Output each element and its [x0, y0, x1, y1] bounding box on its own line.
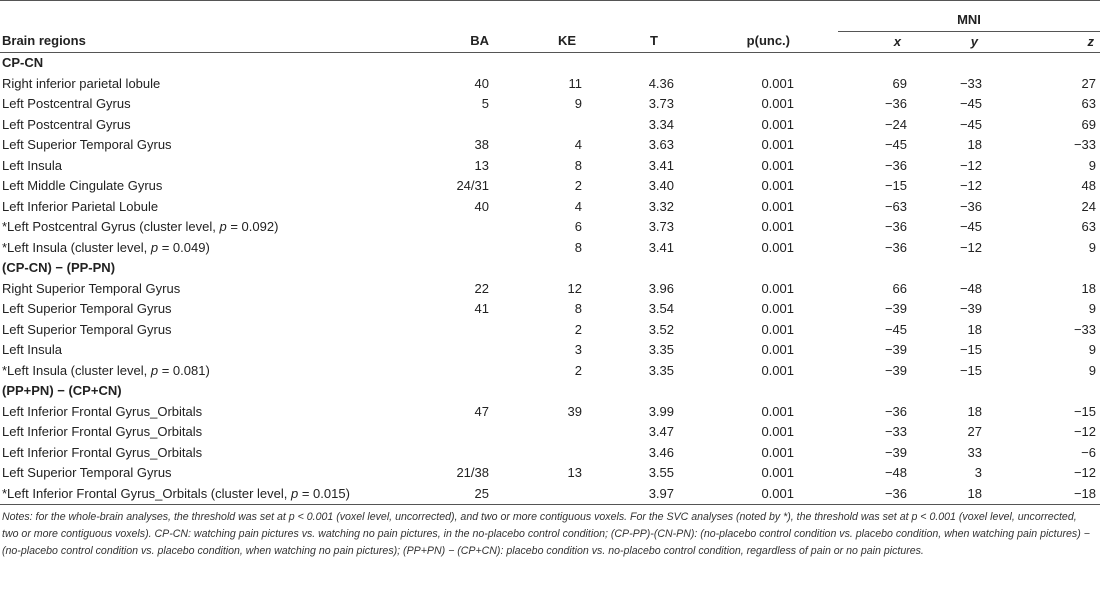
cell-t: 3.41 — [648, 157, 674, 173]
table-row — [0, 299, 1100, 320]
cell-t: 3.73 — [648, 96, 674, 111]
cell-ba: 41 — [474, 301, 489, 316]
cell-brain-region — [0, 135, 440, 156]
cell-ba — [440, 115, 505, 136]
cell-x: −36 — [884, 219, 907, 234]
cell-x: −36 — [884, 96, 907, 111]
cell-y: −45 — [959, 116, 982, 132]
cell-ba — [440, 340, 505, 361]
cell-z: 9 — [1088, 239, 1096, 255]
cell-z: 9 — [1088, 301, 1096, 316]
cell-z: −12 — [1073, 424, 1096, 439]
cell-ke: 11 — [568, 75, 582, 91]
cell-ke: 9 — [574, 96, 582, 111]
table-row — [0, 340, 1100, 361]
cell-p: 0.001 — [761, 75, 794, 91]
cell-brain-region — [0, 402, 440, 423]
cell-z: 24 — [1081, 198, 1096, 214]
cell-brain-region — [0, 197, 440, 218]
cell-t: 3.73 — [648, 219, 674, 234]
cell-ba — [440, 217, 505, 238]
cell-p: 0.001 — [761, 239, 794, 255]
region-text: Left Postcentral Gyrus — [2, 116, 131, 132]
cell-y: −48 — [959, 280, 982, 296]
region-text: *Left Insula (cluster level, — [2, 362, 151, 378]
region-text: Left Insula — [2, 342, 62, 357]
region-text: Left Inferior Frontal Gyrus_Orbitals — [2, 403, 203, 419]
cell-t: 3.52 — [648, 321, 674, 337]
cell-t: 3.96 — [648, 280, 674, 296]
cell-y: −12 — [959, 239, 982, 255]
region-text: Left Superior Temporal Gyrus — [2, 465, 172, 480]
cell-brain-region — [0, 238, 440, 259]
cell-t: 3.40 — [648, 178, 674, 193]
region-p-symbol: p — [219, 219, 227, 234]
cell-p: 0.001 — [761, 424, 794, 439]
cell-x: −15 — [884, 178, 907, 193]
header-ba: BA — [440, 31, 505, 53]
cell-y: −36 — [959, 198, 982, 214]
region-text: *Left Inferior Frontal Gyrus_Orbitals (cluster level, — [2, 485, 291, 501]
cell-brain-region — [0, 217, 440, 238]
region-text-suffix: = 0.092) — [226, 219, 279, 234]
cell-t: 3.35 — [648, 342, 674, 357]
cell-x: −24 — [884, 116, 907, 132]
mni-header: MNI — [838, 10, 1100, 31]
cell-ke: 39 — [567, 403, 582, 419]
cell-brain-region — [0, 156, 440, 177]
header-x: x — [838, 31, 909, 53]
cell-brain-region — [0, 279, 440, 300]
cell-y: −39 — [959, 301, 982, 316]
table-row — [0, 94, 1100, 115]
cell-ke: 8 — [574, 301, 582, 316]
cell-p: 0.001 — [688, 484, 838, 505]
table-row — [0, 443, 1100, 464]
cell-brain-region — [0, 463, 440, 484]
cell-ba: 40 — [474, 198, 489, 214]
cell-x: −39 — [884, 444, 907, 460]
cell-y: −33 — [959, 75, 982, 91]
region-p-symbol: p — [150, 239, 159, 255]
cell-ba: 38 — [474, 137, 489, 152]
cell-p: 0.001 — [761, 178, 794, 193]
table-row — [0, 320, 1100, 341]
table-row — [0, 361, 1100, 382]
cell-z: −18 — [1002, 484, 1100, 505]
cell-t: 3.32 — [648, 198, 674, 214]
cell-ke: 13 — [567, 465, 582, 480]
cell-brain-region — [0, 94, 440, 115]
cell-ba: 5 — [481, 96, 489, 111]
cell-p: 0.001 — [761, 362, 794, 378]
table-row — [0, 135, 1100, 156]
cell-z: −6 — [1081, 444, 1096, 460]
cell-t: 3.46 — [648, 444, 674, 460]
cell-p: 0.001 — [761, 301, 794, 316]
region-text: Right Superior Temporal Gyrus — [2, 280, 181, 296]
cell-x: −39 — [884, 342, 907, 357]
cell-t: 3.35 — [648, 362, 674, 378]
cell-p: 0.001 — [761, 342, 794, 357]
region-text: Left Postcentral Gyrus — [2, 96, 131, 111]
cell-y: −12 — [959, 178, 982, 193]
cell-z: −15 — [1073, 403, 1096, 419]
cell-brain-region — [0, 443, 440, 464]
region-text-suffix: = 0.015) — [298, 485, 350, 501]
cell-z: 63 — [1081, 96, 1096, 111]
region-text: *Left Postcentral Gyrus (cluster level, — [2, 219, 220, 234]
cell-ke — [505, 115, 598, 136]
column-header-row — [0, 31, 1100, 53]
table-row — [0, 176, 1100, 197]
cell-brain-region — [0, 361, 440, 382]
cell-t: 3.41 — [648, 239, 674, 255]
cell-y: 27 — [967, 424, 982, 439]
cell-ke: 6 — [574, 219, 582, 234]
table-row — [0, 238, 1100, 259]
cell-brain-region — [0, 299, 440, 320]
cell-p: 0.001 — [761, 96, 794, 111]
cell-z: 18 — [1081, 280, 1096, 296]
cell-brain-region — [0, 74, 440, 95]
region-p-symbol: p — [291, 485, 299, 501]
section-title: (PP+PN) − (CP+CN) — [2, 383, 122, 398]
region-text: Left Superior Temporal Gyrus — [2, 321, 172, 337]
cell-x: −45 — [884, 321, 907, 337]
cell-ke: 4 — [574, 198, 582, 214]
cell-x: −39 — [884, 362, 907, 378]
table-row — [0, 463, 1100, 484]
region-p-symbol: p — [150, 362, 159, 378]
cell-y: 18 — [967, 137, 982, 152]
region-text: Left Middle Cingulate Gyrus — [2, 178, 163, 193]
cell-ba — [440, 443, 505, 464]
cell-x: −33 — [884, 424, 907, 439]
cell-x: 69 — [892, 75, 907, 91]
cell-x: 66 — [892, 280, 907, 296]
region-text: Left Superior Temporal Gyrus — [2, 301, 172, 316]
cell-ba: 47 — [474, 403, 489, 419]
cell-ke: 4 — [574, 137, 582, 152]
table-row — [0, 422, 1100, 443]
cell-ba: 24/31 — [456, 178, 489, 193]
cell-y: −45 — [959, 96, 982, 111]
region-text: Left Inferior Frontal Gyrus_Orbitals — [2, 424, 203, 439]
cell-ba: 40 — [474, 75, 489, 91]
cell-ke: 8 — [574, 157, 582, 173]
header-p-unc: p(unc.) — [688, 31, 838, 53]
cell-brain-region — [0, 484, 440, 505]
cell-brain-region — [0, 320, 440, 341]
cell-y: 33 — [967, 444, 982, 460]
header-ke: KE — [505, 31, 598, 53]
region-text: Left Inferior Parietal Lobule — [2, 198, 159, 214]
cell-ba — [440, 320, 505, 341]
section-header-row — [0, 381, 1100, 402]
cell-ke: 3 — [574, 342, 582, 357]
section-title: (CP-CN) − (PP-PN) — [2, 260, 116, 275]
table-row — [0, 115, 1100, 136]
region-text: Left Insula — [2, 157, 62, 173]
cell-p: 0.001 — [761, 465, 794, 480]
region-text: Left Superior Temporal Gyrus — [2, 137, 172, 152]
cell-ba: 25 — [440, 484, 505, 505]
cell-x: −45 — [884, 137, 907, 152]
cell-ba — [440, 422, 505, 443]
section-header-row — [0, 53, 1100, 74]
section-header-row — [0, 258, 1100, 279]
cell-x: −36 — [884, 403, 907, 419]
region-text-suffix: = 0.081) — [158, 362, 210, 378]
cell-y: 18 — [967, 321, 982, 337]
cell-x: −36 — [838, 484, 909, 505]
table-row — [0, 217, 1100, 238]
cell-t: 3.63 — [648, 137, 674, 152]
cell-z: 69 — [1081, 116, 1096, 132]
cell-y: −15 — [959, 342, 982, 357]
cell-p: 0.001 — [761, 116, 794, 132]
cell-p: 0.001 — [761, 403, 794, 419]
cell-brain-region — [0, 115, 440, 136]
top-rule — [0, 1, 1100, 11]
header-brain-regions: Brain regions — [0, 31, 440, 53]
cell-t: 4.36 — [648, 75, 674, 91]
cell-ke: 2 — [574, 321, 582, 337]
table-row — [0, 484, 1100, 505]
cell-y: 3 — [974, 465, 982, 480]
cell-ke: 12 — [567, 280, 582, 296]
mni-header-row — [0, 10, 1100, 31]
table-notes: Notes: for the whole-brain analyses, the threshold was set at p < 0.001 (voxel level, uncorrected), and two or more contiguous voxels. For the SVC analyses (noted by *), the threshold was set at p < 0.001 (voxel level, uncorrected, two or more contiguous voxels). CP-CN: watching pain pictures vs. watching no pain pictures, in the no-placebo control condition; (CP-PP)-(CN-PN): (no-placebo control condition vs. placebo condition, when watching pain pictures) − (no-placebo control condition vs. placebo condition, when watching no pain pictures); (PP+PN) − (CP+CN): placebo condition vs. no-placebo control condition, regardless of pain or no pain pictures. — [2, 511, 1090, 557]
region-text-suffix: = 0.049) — [158, 239, 210, 255]
cell-p: 0.001 — [761, 157, 794, 173]
cell-x: −39 — [884, 301, 907, 316]
cell-ba: 21/38 — [456, 465, 489, 480]
cell-t: 3.55 — [648, 465, 674, 480]
region-text: *Left Insula (cluster level, — [2, 239, 151, 255]
cell-p: 0.001 — [761, 219, 794, 234]
cell-y: 18 — [909, 484, 1002, 505]
cell-z: −33 — [1073, 321, 1096, 337]
cell-ke — [505, 484, 598, 505]
cell-brain-region — [0, 176, 440, 197]
table-row — [0, 402, 1100, 423]
cell-t: 3.47 — [648, 424, 674, 439]
cell-z: 48 — [1081, 178, 1096, 193]
cell-p: 0.001 — [761, 198, 794, 214]
header-z: z — [1002, 31, 1100, 53]
cell-p: 0.001 — [761, 280, 794, 296]
cell-ke: 8 — [574, 239, 582, 255]
cell-t: 3.99 — [648, 403, 674, 419]
cell-ke — [505, 443, 598, 464]
table-row — [0, 156, 1100, 177]
cell-ba — [440, 361, 505, 382]
table-row — [0, 279, 1100, 300]
cell-ba: 22 — [474, 280, 489, 296]
cell-z: 9 — [1088, 157, 1096, 173]
cell-t: 3.97 — [598, 484, 688, 505]
header-y: y — [909, 31, 1002, 53]
cell-ke: 2 — [574, 178, 582, 193]
section-title: CP-CN — [2, 55, 44, 70]
cell-x: −36 — [884, 239, 907, 255]
region-text: Left Inferior Frontal Gyrus_Orbitals — [2, 444, 203, 460]
cell-x: −63 — [884, 198, 907, 214]
cell-y: −12 — [959, 157, 982, 173]
cell-z: −33 — [1073, 137, 1096, 152]
table-row — [0, 74, 1100, 95]
header-t: T — [598, 31, 688, 53]
cell-p: 0.001 — [761, 321, 794, 337]
region-text: Right inferior parietal lobule — [2, 75, 161, 91]
cell-z: 9 — [1088, 362, 1096, 378]
cell-t: 3.34 — [648, 116, 674, 132]
cell-p: 0.001 — [761, 444, 794, 460]
table-body — [0, 53, 1100, 505]
cell-p: 0.001 — [761, 137, 794, 152]
cell-x: −36 — [884, 157, 907, 173]
cell-ba: 13 — [474, 157, 489, 173]
cell-t: 3.54 — [648, 301, 674, 316]
cell-z: 63 — [1081, 219, 1096, 234]
cell-ke: 2 — [574, 362, 582, 378]
cell-z: 9 — [1088, 342, 1096, 357]
cell-ke — [505, 422, 598, 443]
table-row — [0, 197, 1100, 218]
cell-brain-region — [0, 340, 440, 361]
cell-y: −45 — [959, 219, 982, 234]
cell-z: −12 — [1073, 465, 1096, 480]
cell-x: −48 — [884, 465, 907, 480]
cell-y: −15 — [959, 362, 982, 378]
cell-z: 27 — [1081, 75, 1096, 91]
cell-y: 18 — [967, 403, 982, 419]
cell-ba — [440, 238, 505, 259]
cell-brain-region — [0, 422, 440, 443]
